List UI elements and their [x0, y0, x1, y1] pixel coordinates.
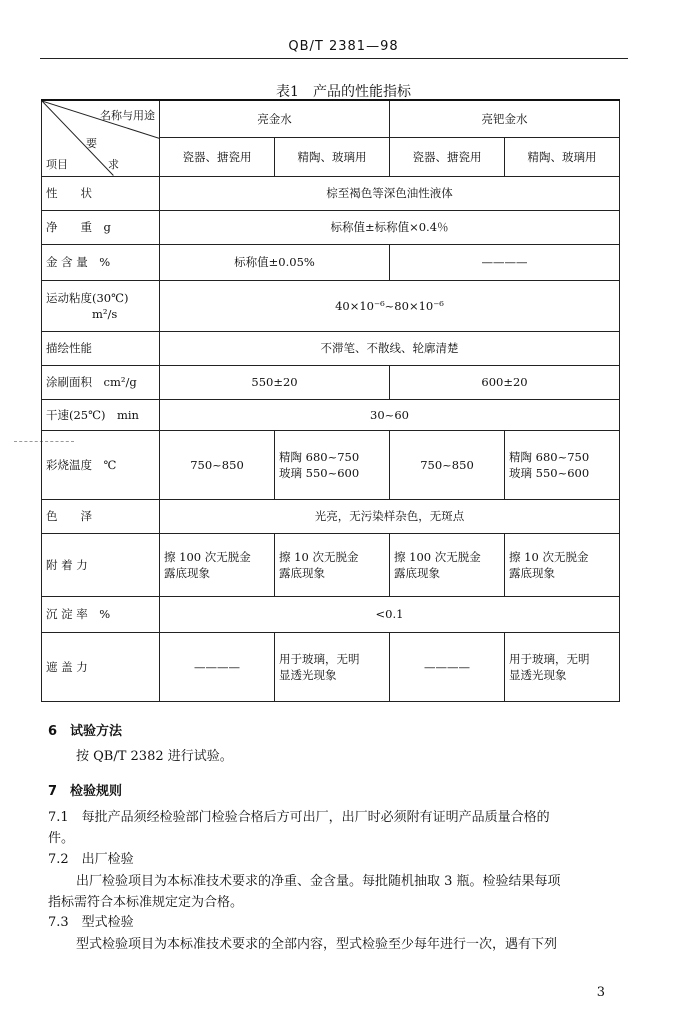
row-label-sediment: 沉 淀 率 %: [42, 596, 160, 632]
group-header-liangbajinshui: 亮钯金水: [390, 100, 620, 137]
hiding-col1: ————: [160, 632, 275, 701]
hiding-col3: ————: [390, 632, 505, 701]
adhesion-col3-line2: 露底现象: [394, 565, 440, 580]
firing-col1: 750~850: [160, 430, 275, 499]
section-7-2-title: 7.2 出厂检验: [48, 852, 134, 867]
row-value-dry-speed: 30~60: [160, 399, 620, 430]
row-value-luster: 光亮，无污染样杂色，无斑点: [160, 499, 620, 533]
row-label-net-weight: 净 重 g: [42, 210, 160, 244]
group-header-liangjinshui: 亮金水: [160, 100, 390, 137]
row-value-sediment: <0.1: [160, 596, 620, 632]
corner-label-mid: 要: [86, 137, 97, 150]
firing-col4-line2: 玻璃 550~600: [509, 465, 590, 480]
hiding-col2: [275, 632, 390, 701]
corner-label-top: 名称与用途: [100, 109, 155, 122]
row-value-drawing: 不滞笔、不散线、轮廓清楚: [160, 331, 620, 365]
row-label-hiding: 遮 盖 力: [42, 632, 160, 701]
row-value-coverage-b: 600±20: [390, 365, 620, 399]
hiding-col4: [505, 632, 620, 701]
adhesion-col1: [160, 533, 275, 596]
row-value-coverage-a: 550±20: [160, 365, 390, 399]
section-7-1-line1: 7.1 每批产品须经检验部门检验合格后方可出厂，出厂时必须附有证明产品质量合格的: [48, 810, 550, 825]
section-7-1-line2: 件。: [48, 831, 75, 846]
row-value-viscosity: 40×10⁻⁶~80×10⁻⁶: [160, 280, 620, 331]
row-label-gold-content: 金 含 量 %: [42, 244, 160, 280]
subhead-1: 瓷器、搪瓷用: [160, 137, 275, 176]
section-7-3-line1: 型式检验项目为本标准技术要求的全部内容，型式检验至少每年进行一次，遇有下列: [76, 937, 558, 952]
adhesion-col3: [390, 533, 505, 596]
row-label-adhesion: 附 着 力: [42, 533, 160, 596]
row-value-gold-b: ————: [390, 244, 620, 280]
row-label-coverage-area: 涂刷面积 cm²/g: [42, 365, 160, 399]
section-7-2-line1: 出厂检验项目为本标准技术要求的净重、金含量。每批随机抽取 3 瓶。检验结果每项: [76, 874, 561, 889]
adhesion-col4-line1: 擦 10 次无脱金: [509, 549, 589, 564]
firing-col3: 750~850: [390, 430, 505, 499]
row-label-property: 性 状: [42, 176, 160, 210]
firing-col2-line1: 精陶 680~750: [279, 449, 360, 464]
section-6-body: 按 QB/T 2382 进行试验。: [76, 749, 233, 764]
table-caption: 表1 产品的性能指标: [276, 84, 411, 100]
adhesion-col3-line1: 擦 100 次无脱金: [394, 549, 481, 564]
hiding-col2-line2: 显透光现象: [279, 667, 337, 682]
subhead-3: 瓷器、搪瓷用: [390, 137, 505, 176]
hiding-col2-line1: 用于玻璃，无明: [279, 651, 360, 666]
adhesion-col1-line1: 擦 100 次无脱金: [164, 549, 251, 564]
row-label-luster: 色 泽: [42, 499, 160, 533]
row-value-property: 棕至褐色等深色油性液体: [160, 176, 620, 210]
hiding-col4-line1: 用于玻璃，无明: [509, 651, 590, 666]
header-rule: [40, 58, 628, 59]
firing-col4-line1: 精陶 680~750: [509, 449, 590, 464]
firing-col2-line2: 玻璃 550~600: [279, 465, 360, 480]
subhead-2: 精陶、玻璃用: [275, 137, 390, 176]
viscosity-label-line1: 运动粘度(30℃): [46, 290, 129, 305]
subhead-4: 精陶、玻璃用: [505, 137, 620, 176]
firing-col4: [505, 430, 620, 499]
corner-label-bottom-right: 求: [108, 157, 119, 171]
adhesion-col4-line2: 露底现象: [509, 565, 555, 580]
table-corner-header: [42, 100, 160, 176]
adhesion-col2: [275, 533, 390, 596]
row-label-firing-temp: 彩烧温度 ℃: [42, 430, 160, 499]
row-value-net-weight: 标称值±标称值×0.4％: [160, 210, 620, 244]
standard-number-header: QB/T 2381—98: [288, 39, 399, 54]
section-7-2-line2: 指标需符合本标准规定定为合格。: [48, 895, 244, 910]
row-label-viscosity: [42, 280, 160, 331]
row-label-dry-speed: 干速(25℃) min: [42, 399, 160, 430]
adhesion-col4: [505, 533, 620, 596]
row-value-gold-a: 标称值±0.05%: [160, 244, 390, 280]
adhesion-col2-line1: 擦 10 次无脱金: [279, 549, 359, 564]
firing-col2: [275, 430, 390, 499]
section-7-3-title: 7.3 型式检验: [48, 915, 134, 930]
section-6-title: 6 试验方法: [48, 724, 123, 739]
viscosity-label-line2: m²/s: [92, 306, 118, 321]
section-7-title: 7 检验规则: [48, 784, 123, 799]
hiding-col4-line2: 显透光现象: [509, 667, 567, 682]
adhesion-col1-line2: 露底现象: [164, 565, 210, 580]
performance-table: [41, 99, 620, 702]
corner-label-bottom-left: 项目: [46, 157, 68, 171]
adhesion-col2-line2: 露底现象: [279, 565, 325, 580]
row-label-drawing: 描绘性能: [42, 331, 160, 365]
page-number: 3: [596, 985, 605, 1000]
